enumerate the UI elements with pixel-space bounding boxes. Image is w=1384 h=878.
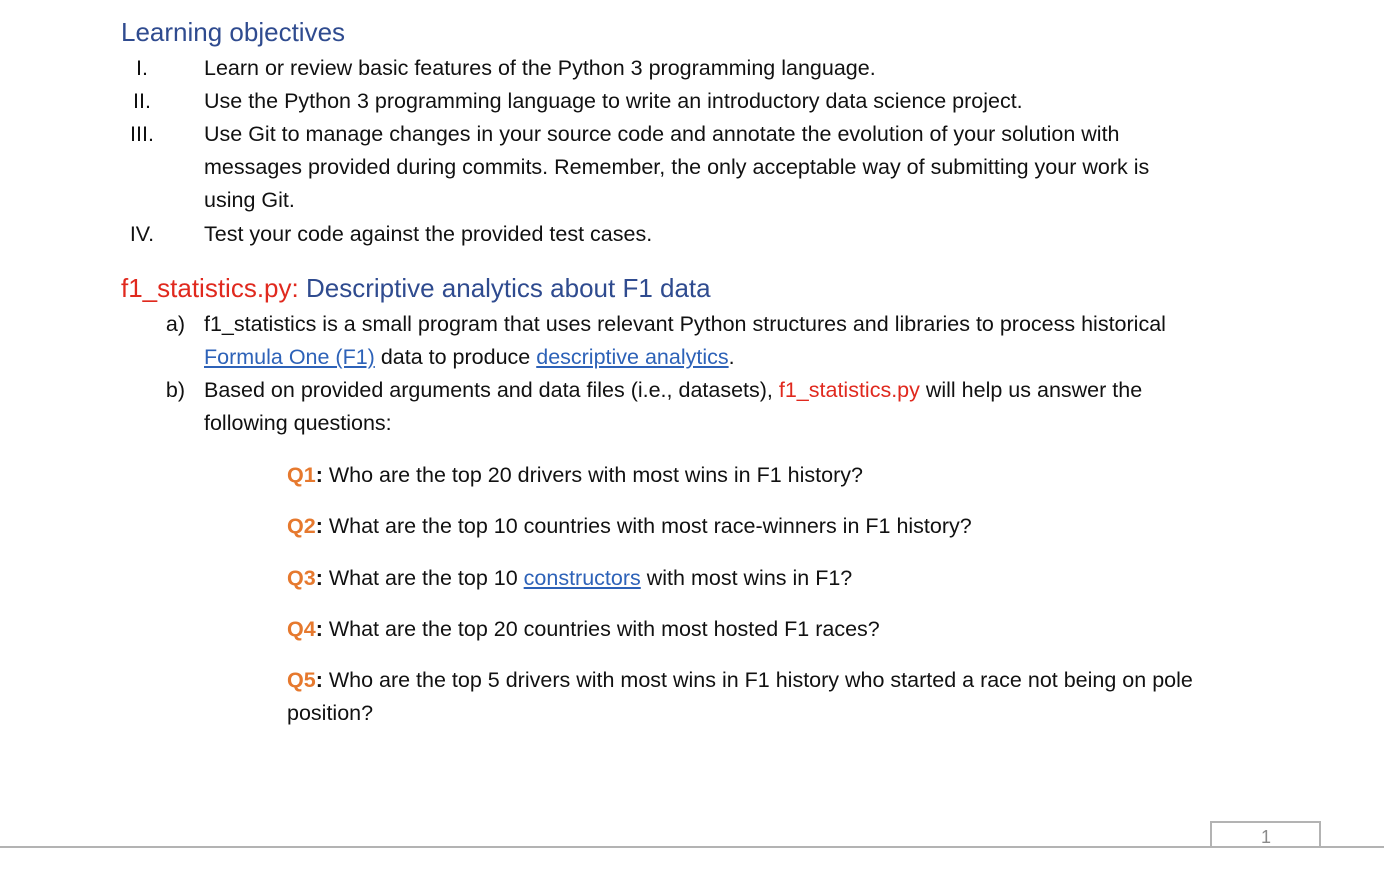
objective-text: Learn or review basic features of the Python 3 programming language.: [204, 56, 876, 80]
question-q3: [287, 562, 1287, 595]
question-line: [287, 664, 1287, 697]
description-line: [204, 341, 1244, 374]
heading-filename: f1_statistics.py:: [121, 273, 299, 303]
question-colon: :: [315, 617, 323, 641]
footer-rule: [0, 846, 1384, 848]
formula-one-link[interactable]: Formula One (F1): [204, 345, 375, 369]
objective-marker: II.: [133, 89, 151, 113]
description-fragment: data to produce: [374, 345, 537, 369]
question-q1: [287, 459, 1287, 492]
heading-title: Descriptive analytics about F1 data: [298, 273, 711, 303]
objective-text: Test your code against the provided test cases.: [204, 222, 653, 246]
objective-marker: I.: [136, 56, 148, 80]
question-text: What are the top 20 countries with most hosted F1 races?: [322, 617, 880, 641]
question-q4: [287, 613, 1287, 646]
description-line: f1_statistics is a small program that uses relevant Python structures and libraries to process historical: [204, 312, 1166, 336]
objective-line: messages provided during commits. Remember, the only acceptable way of submitting your work is: [204, 155, 1150, 179]
objective-line: Use Git to manage changes in your source code and annotate the evolution of your solution with: [204, 122, 1120, 146]
description-fragment: Based on provided arguments and data files (i.e., datasets),: [204, 378, 779, 402]
inline-filename: f1_statistics.py: [778, 378, 920, 402]
description-fragment: will help us answer the: [919, 378, 1143, 402]
objective-text: [204, 118, 1244, 217]
objective-text: Use the Python 3 programming language to write an introductory data science project.: [204, 89, 1023, 113]
learning-objectives-heading: Learning objectives: [121, 17, 346, 47]
list-marker: a): [165, 312, 185, 336]
question-colon: :: [315, 668, 323, 692]
question-tag: Q4: [287, 617, 316, 641]
objective-marker: III.: [130, 122, 154, 146]
description-line: following questions:: [204, 411, 392, 435]
question-tag: Q5: [287, 668, 316, 692]
question-colon: :: [315, 566, 323, 590]
objective-line: using Git.: [204, 188, 295, 212]
question-colon: :: [315, 463, 323, 487]
question-line: position?: [287, 701, 374, 725]
question-text: What are the top 10 countries with most race-winners in F1 history?: [322, 514, 972, 538]
question-text: Who are the top 5 drivers with most wins in F1 history who started a race not being on pole: [322, 668, 1193, 692]
question-tag: Q1: [287, 463, 316, 487]
description-text: [204, 308, 1244, 374]
description-text: [204, 374, 1244, 440]
question-tag: Q2: [287, 514, 316, 538]
description-fragment: .: [728, 345, 735, 369]
f1-statistics-heading: [121, 273, 711, 303]
list-marker: b): [165, 378, 185, 402]
page-number: 1: [1260, 827, 1271, 847]
question-colon: :: [315, 514, 323, 538]
description-line: [204, 374, 1244, 407]
descriptive-analytics-link[interactable]: descriptive analytics: [536, 345, 729, 369]
objective-marker: IV.: [129, 222, 155, 246]
question-text: Who are the top 20 drivers with most wins in F1 history?: [322, 463, 863, 487]
question-text: What are the top 10: [322, 566, 524, 590]
question-tag: Q3: [287, 566, 316, 590]
question-q2: [287, 510, 1287, 543]
question-text: with most wins in F1?: [640, 566, 853, 590]
question-q5: [287, 664, 1287, 730]
constructors-link[interactable]: constructors: [523, 566, 641, 590]
